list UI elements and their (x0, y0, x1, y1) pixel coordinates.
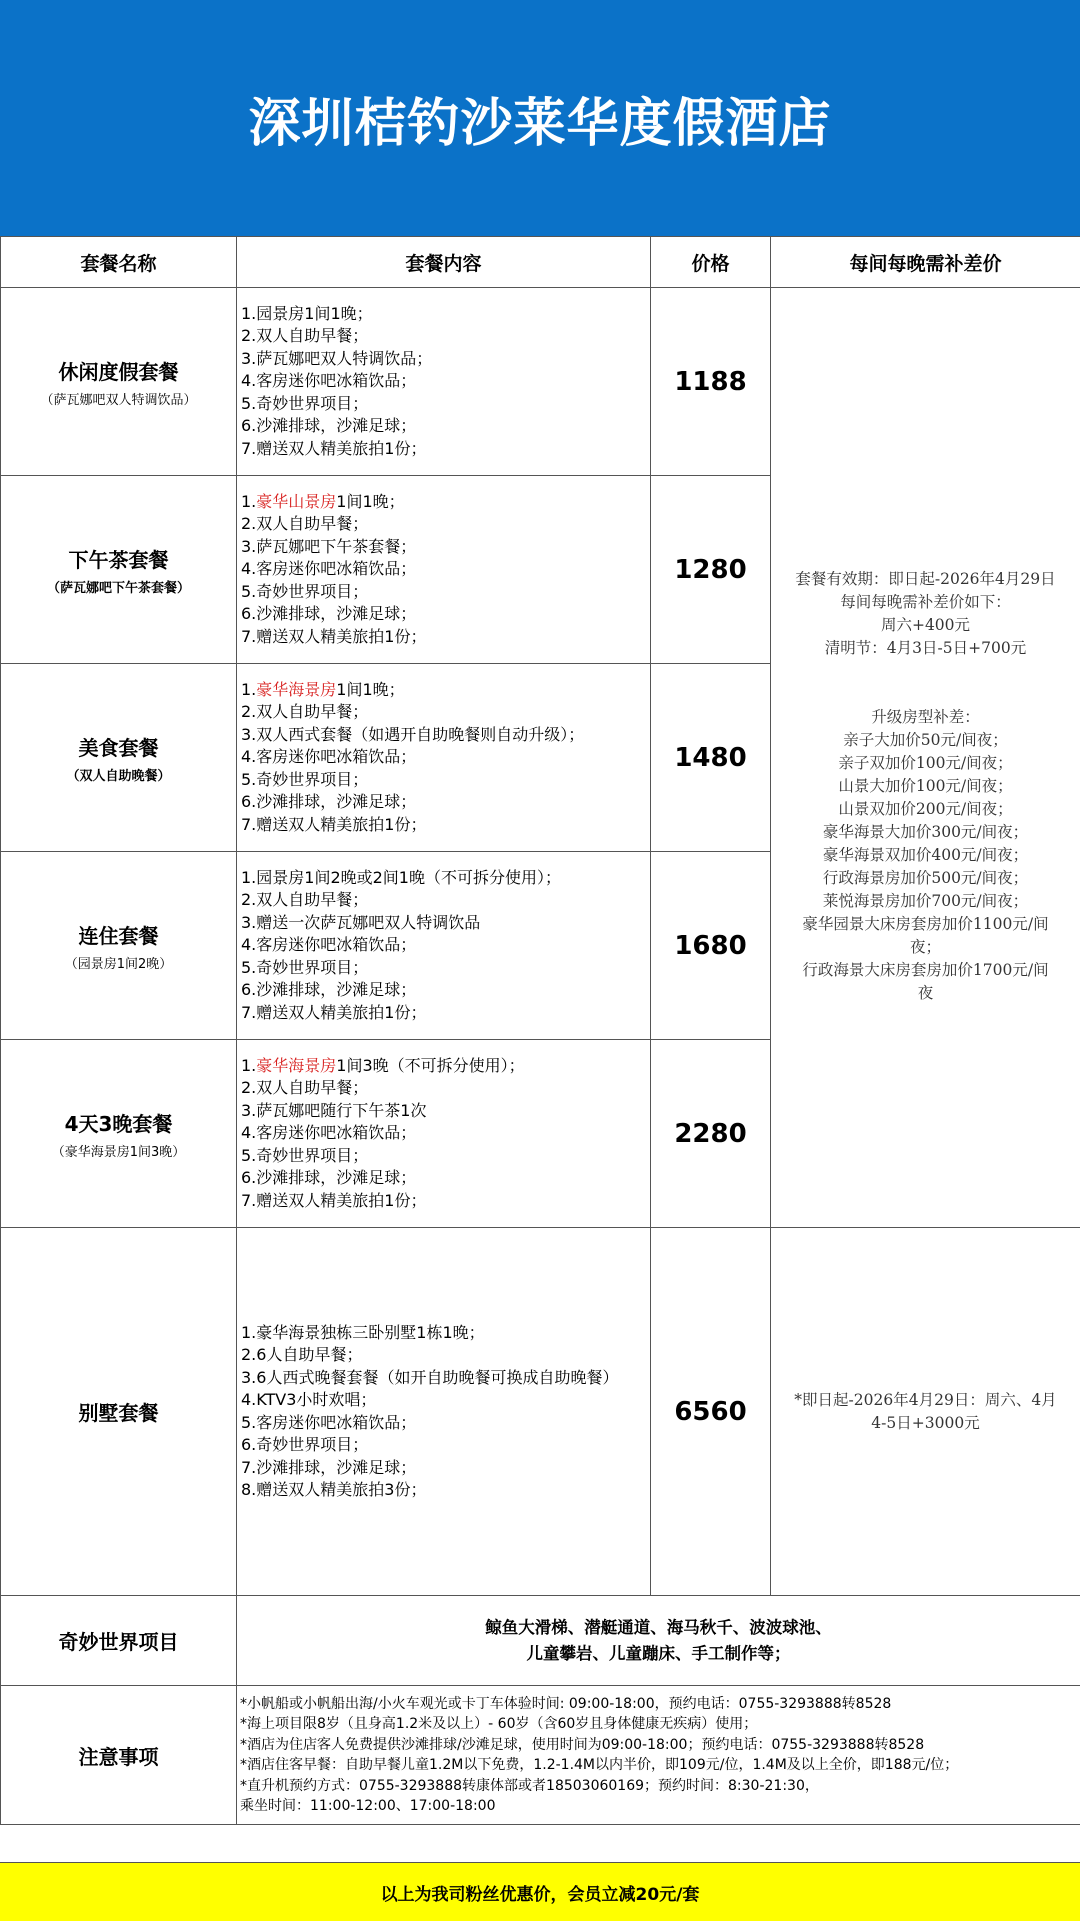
wonder-line: 鲸鱼大滑梯、潜艇通道、海马秋千、波波球池、 (237, 1615, 1080, 1641)
content-line: 2.双人自助早餐； (241, 513, 650, 536)
package-name-cell (1, 476, 237, 664)
notice-line: *直升机预约方式：0755-3293888转康体部或者18503060169；预约时间：8:30-21:30， (240, 1776, 1080, 1797)
content-line: 2.双人自助早餐； (241, 1077, 650, 1100)
package-price: 1680 (651, 852, 771, 1040)
content-line: 2.双人自助早餐； (241, 889, 650, 912)
note-line: 夜 (775, 982, 1076, 1005)
notice-row (1, 1686, 1080, 1825)
content-line: 6.奇妙世界项目； (241, 1434, 650, 1457)
content-line: 1.豪华海景房1间1晚； (241, 679, 650, 702)
package-name: 别墅套餐 (1, 1397, 236, 1426)
surcharge-note (771, 288, 1080, 1228)
content-line: 2.6人自助早餐； (241, 1344, 650, 1367)
content-line: 7.赠送双人精美旅拍1份； (241, 1190, 650, 1213)
room-type-highlight: 豪华山景房 (256, 492, 336, 511)
package-content (237, 852, 651, 1040)
package-name: 休闲度假套餐 (1, 356, 236, 385)
package-name-cell (1, 664, 237, 852)
package-subtitle: （豪华海景房1间3晚） (1, 1141, 236, 1160)
content-line: 5.奇妙世界项目； (241, 581, 650, 604)
content-line: 6.沙滩排球，沙滩足球； (241, 1167, 650, 1190)
package-name-cell (1, 852, 237, 1040)
package-price: 1480 (651, 664, 771, 852)
wonder-label-cell (1, 1596, 237, 1686)
package-content (237, 288, 651, 476)
note-line: 豪华海景大加价300元/间夜； (775, 821, 1076, 844)
package-name: 下午茶套餐 (1, 544, 236, 573)
table-header-row (1, 237, 1080, 288)
package-subtitle: （园景房1间2晚） (1, 953, 236, 972)
notice-label: 注意事项 (1, 1741, 236, 1770)
package-name: 4天3晚套餐 (1, 1108, 236, 1137)
wonder-content (237, 1596, 1080, 1686)
package-price: 6560 (651, 1228, 771, 1596)
note-line: 豪华海景双加价400元/间夜； (775, 844, 1076, 867)
content-line: 7.赠送双人精美旅拍1份； (241, 1002, 650, 1025)
content-line: 5.奇妙世界项目； (241, 769, 650, 792)
room-type-highlight: 豪华海景房 (256, 680, 336, 699)
notice-line: *酒店住客早餐：自助早餐儿童1.2M以下免费，1.2-1.4M以内半价，即109元/位，1.4M及以上全价，即188元/位； (240, 1755, 1080, 1776)
package-name-cell (1, 288, 237, 476)
room-type-highlight: 豪华海景房 (256, 1056, 336, 1075)
note-line: 山景双加价200元/间夜； (775, 798, 1076, 821)
package-content (237, 476, 651, 664)
header-name: 套餐名称 (1, 237, 237, 288)
wonder-row (1, 1596, 1080, 1686)
note-line: 每间每晚需补差价如下： (775, 591, 1076, 614)
note-line: 山景大加价100元/间夜； (775, 775, 1076, 798)
note-line: 行政海景大床房套房加价1700元/间 (775, 959, 1076, 982)
package-price: 2280 (651, 1040, 771, 1228)
package-name: 连住套餐 (1, 920, 236, 949)
content-line: 6.沙滩排球，沙滩足球； (241, 603, 650, 626)
content-line: 3.赠送一次萨瓦娜吧双人特调饮品 (241, 912, 650, 935)
content-line: 5.奇妙世界项目； (241, 957, 650, 980)
content-line: 4.KTV3小时欢唱； (241, 1389, 650, 1412)
note-line: 套餐有效期：即日起-2026年4月29日 (775, 568, 1076, 591)
table-row (1, 1228, 1080, 1596)
note-line: 豪华园景大床房套房加价1100元/间 (775, 913, 1076, 936)
content-line: 1.豪华海景房1间3晚（不可拆分使用）； (241, 1055, 650, 1078)
content-line: 6.沙滩排球，沙滩足球； (241, 415, 650, 438)
package-content (237, 1228, 651, 1596)
note-line: 清明节：4月3日-5日+700元 (775, 637, 1076, 660)
content-line: 2.双人自助早餐； (241, 701, 650, 724)
notice-line: *酒店为住店客人免费提供沙滩排球/沙滩足球，使用时间为09:00-18:00；预约电话：0755-3293888转8528 (240, 1735, 1080, 1756)
notice-label-cell (1, 1686, 237, 1825)
note-line: 周六+400元 (775, 614, 1076, 637)
package-name-cell (1, 1040, 237, 1228)
note-line: 亲子双加价100元/间夜； (775, 752, 1076, 775)
content-line: 4.客房迷你吧冰箱饮品； (241, 934, 650, 957)
package-name-cell (1, 1228, 237, 1596)
package-content (237, 664, 651, 852)
package-price: 1280 (651, 476, 771, 664)
table-row (1, 288, 1080, 476)
note-line: 亲子大加价50元/间夜； (775, 729, 1076, 752)
package-content (237, 1040, 651, 1228)
content-line: 3.萨瓦娜吧下午茶套餐； (241, 536, 650, 559)
notice-line: *小帆船或小帆船出海/小火车观光或卡丁车体验时间: 09:00-18:00，预约电话：0755-3293888转8528 (240, 1694, 1080, 1715)
member-discount-banner: 以上为我司粉丝优惠价，会员立减20元/套 (0, 1862, 1080, 1921)
content-line: 8.赠送双人精美旅拍3份； (241, 1479, 650, 1502)
wonder-line: 儿童攀岩、儿童蹦床、手工制作等； (237, 1641, 1080, 1667)
header-surcharge: 每间每晚需补差价 (771, 237, 1080, 288)
content-line: 6.沙滩排球，沙滩足球； (241, 791, 650, 814)
note-line: 莱悦海景房加价700元/间夜； (775, 890, 1076, 913)
note-line: 4-5日+3000元 (777, 1412, 1074, 1435)
package-price: 1188 (651, 288, 771, 476)
content-line: 6.沙滩排球，沙滩足球； (241, 979, 650, 1002)
package-subtitle: （双人自助晚餐） (1, 765, 236, 784)
package-subtitle: （萨瓦娜吧双人特调饮品） (1, 389, 236, 408)
content-line: 7.赠送双人精美旅拍1份； (241, 438, 650, 461)
content-line: 4.客房迷你吧冰箱饮品； (241, 1122, 650, 1145)
content-line: 3.6人西式晚餐套餐（如开自助晚餐可换成自助晚餐） (241, 1367, 650, 1390)
content-line: 5.客房迷你吧冰箱饮品； (241, 1412, 650, 1435)
notice-line: *海上项目限8岁（且身高1.2米及以上）- 60岁（含60岁且身体健康无疾病）使用； (240, 1714, 1080, 1735)
content-line: 3.萨瓦娜吧双人特调饮品； (241, 348, 650, 371)
header-content: 套餐内容 (237, 237, 651, 288)
villa-surcharge-note (771, 1228, 1080, 1596)
content-line: 4.客房迷你吧冰箱饮品； (241, 370, 650, 393)
note-line: *即日起-2026年4月29日：周六、4月 (777, 1389, 1074, 1412)
content-line: 7.赠送双人精美旅拍1份； (241, 814, 650, 837)
package-name: 美食套餐 (1, 732, 236, 761)
content-line: 2.双人自助早餐； (241, 325, 650, 348)
note-line: 升级房型补差： (775, 706, 1076, 729)
wonder-label: 奇妙世界项目 (1, 1626, 236, 1655)
note-line: 夜； (775, 936, 1076, 959)
content-line: 1.豪华海景独栋三卧别墅1栋1晚； (241, 1322, 650, 1345)
header-price: 价格 (651, 237, 771, 288)
notice-line: 乘坐时间：11:00-12:00、17:00-18:00 (240, 1796, 1080, 1817)
package-table (0, 236, 1080, 1825)
content-line: 1.园景房1间2晚或2间1晚（不可拆分使用）； (241, 867, 650, 890)
hotel-title: 深圳桔钓沙莱华度假酒店 (248, 81, 831, 156)
content-line: 4.客房迷你吧冰箱饮品； (241, 746, 650, 769)
content-line: 3.萨瓦娜吧随行下午茶1次 (241, 1100, 650, 1123)
content-line: 7.沙滩排球，沙滩足球； (241, 1457, 650, 1480)
content-line: 5.奇妙世界项目； (241, 393, 650, 416)
content-line: 7.赠送双人精美旅拍1份； (241, 626, 650, 649)
title-banner (0, 0, 1080, 236)
content-line: 5.奇妙世界项目； (241, 1145, 650, 1168)
content-line: 1.豪华山景房1间1晚； (241, 491, 650, 514)
content-line: 4.客房迷你吧冰箱饮品； (241, 558, 650, 581)
content-line: 3.双人西式套餐（如遇开自助晚餐则自动升级）； (241, 724, 650, 747)
package-subtitle: （萨瓦娜吧下午茶套餐） (1, 577, 236, 596)
notice-content (237, 1686, 1080, 1825)
content-line: 1.园景房1间1晚； (241, 303, 650, 326)
note-line: 行政海景房加价500元/间夜； (775, 867, 1076, 890)
